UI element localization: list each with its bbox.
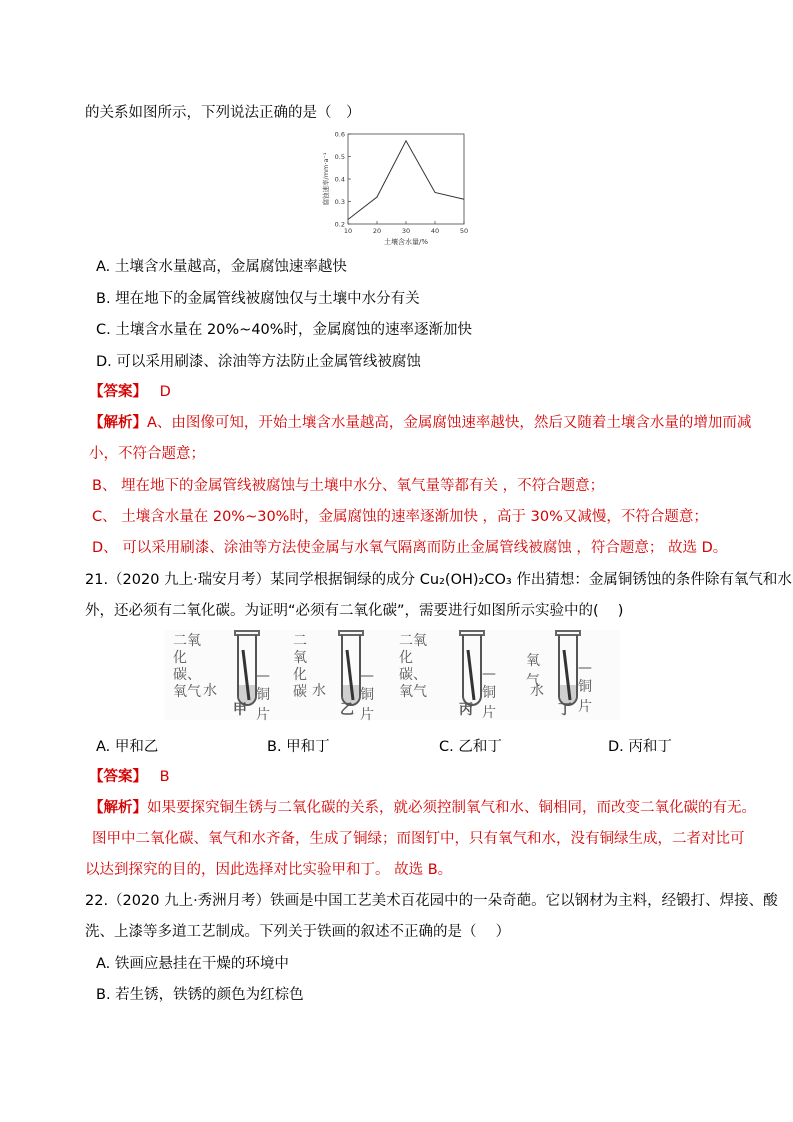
x-tick-label: 40 [430,227,440,235]
q20-analysis-line-3: B、 埋在地下的金属管线被腐蚀与土壤中水分、氧气量等都有关 ，不符合题意； [92,478,605,494]
q21-option-c: C. 乙和丁 [439,739,502,755]
x-tick-label: 20 [372,227,382,235]
analysis-label: 【解析】 [89,800,147,816]
tube-name: 甲 [233,702,247,718]
tube-name: 丁 [558,702,572,718]
q21-option-d: D. 丙和丁 [608,739,672,755]
q22-option-a: A. 铁画应悬挂在干燥的环境中 [96,956,289,972]
tube-name: 乙 [340,702,354,718]
q22-stem-line-2: 洗、上漆等多道工艺制成。下列关于铁画的叙述不正确的是（ ） [85,924,511,940]
q21-option-b: B. 甲和丁 [267,739,330,755]
answer-label: 【答案】 [89,769,147,785]
tube-name: 丙 [459,702,473,718]
q21-analysis-line-2: 图甲中二氧化碳、氧气和水齐备，生成了铜绿；而图钉中，只有氧气和水，没有铜绿生成，二者对比可 [92,831,745,847]
corrosion-rate-chart [318,128,478,246]
q20-option-b: B. 埋在地下的金属管线被腐蚀仅与土壤中水分有关 [96,291,420,307]
y-tick-label: 0.4 [334,175,345,184]
q21-option-a: A. 甲和乙 [96,739,159,755]
tube-metal-label: —铜片 [578,660,592,715]
q20-analysis-line-5: D、 可以采用刷漆、涂油等方法使金属与水氧气隔离而防止金属管线被腐蚀 ，符合题意； 故选 D。 [92,540,728,556]
tube-gas-label: 二氧化 碳、氧气 [173,633,201,700]
y-tick-label: 0.5 [334,153,345,161]
q20-analysis-line-1 [89,413,751,433]
tube-metal-label: —铜片 [256,668,270,723]
x-tick-label: 30 [401,227,411,235]
tube-gas-label: 二氧化 碳、氧气 [399,633,427,700]
y-tick-label: 0.3 [334,198,345,206]
y-tick-label: 0.2 [334,220,345,229]
tube-water-label: 水 [530,683,544,699]
tube-water-label: 水 [203,683,217,699]
x-tick-label: 50 [459,227,469,235]
tube-metal-label: —铜片 [482,666,496,721]
q20-answer [89,382,171,402]
q20-analysis-line-2: 小，不符合题意； [89,446,205,462]
y-tick-label: 0.6 [334,130,345,139]
corrosion-rate-line [348,141,464,220]
q20-option-a: A. 土壤含水量越高，金属腐蚀速率越快 [96,259,347,275]
tube-gas-label: 氧气 [526,653,540,689]
q22-option-b: B. 若生锈，铁锈的颜色为红棕色 [96,987,304,1003]
answer-value: D [159,384,171,400]
q21-stem-line-2: 外，还必须有二氧化碳。为证明“必须有二氧化碳”，需要进行如图所示实验中的( ) [85,603,624,619]
tube-gas-label: 二氧 化碳 [293,633,307,700]
q20-stem-tail: 的关系如图所示，下列说法正确的是（ ） [85,105,361,121]
test-tube-figure [165,630,620,723]
x-tick-label: 10 [343,227,353,235]
q21-analysis-line-3: 以达到探究的目的，因此选择对比实验甲和丁。 故选 B。 [85,862,453,878]
y-axis-label: 腐蚀速率/mm·a⁻¹ [322,152,330,206]
analysis-label: 【解析】 [89,415,147,431]
q21-analysis-line-1 [89,798,756,818]
answer-value: B [159,769,170,785]
q20-analysis-line-4: C、 土壤含水量在 20%~30%时，金属腐蚀的速率逐渐加快 ，高于 30%又减慢，不符合题意； [92,509,708,525]
plot-area-frame [348,134,464,224]
q20-option-c: C. 土壤含水量在 20%~40%时，金属腐蚀的速率逐渐加快 [96,322,473,338]
answer-label: 【答案】 [89,384,147,400]
x-axis-label: 土壤含水量/% [383,238,429,246]
tube-water-label: 水 [312,683,326,699]
q21-answer [89,767,170,787]
q21-stem-line-1: 21.（2020 九上·瑞安月考）某同学根据铜绿的成分 Cu₂(OH)₂CO₃ 作出猜想：金属铜锈蚀的条件除有氧气和水 [85,572,792,588]
q22-stem-line-1: 22.（2020 九上·秀洲月考）铁画是中国工艺美术百花园中的一朵奇葩。它以钢材为主料，经锻打、焊接、酸 [85,893,778,909]
tube-metal-label: —铜片 [360,668,374,723]
analysis-text: 如果要探究铜生锈与二氧化碳的关系，就必须控制氧气和水、铜相同，而改变二氧化碳的有无。 [147,800,756,816]
analysis-text: A、由图像可知，开始土壤含水量越高，金属腐蚀速率越快，然后又随着土壤含水量的增加而减 [147,415,752,431]
q20-option-d: D. 可以采用刷漆、涂油等方法防止金属管线被腐蚀 [96,354,421,370]
